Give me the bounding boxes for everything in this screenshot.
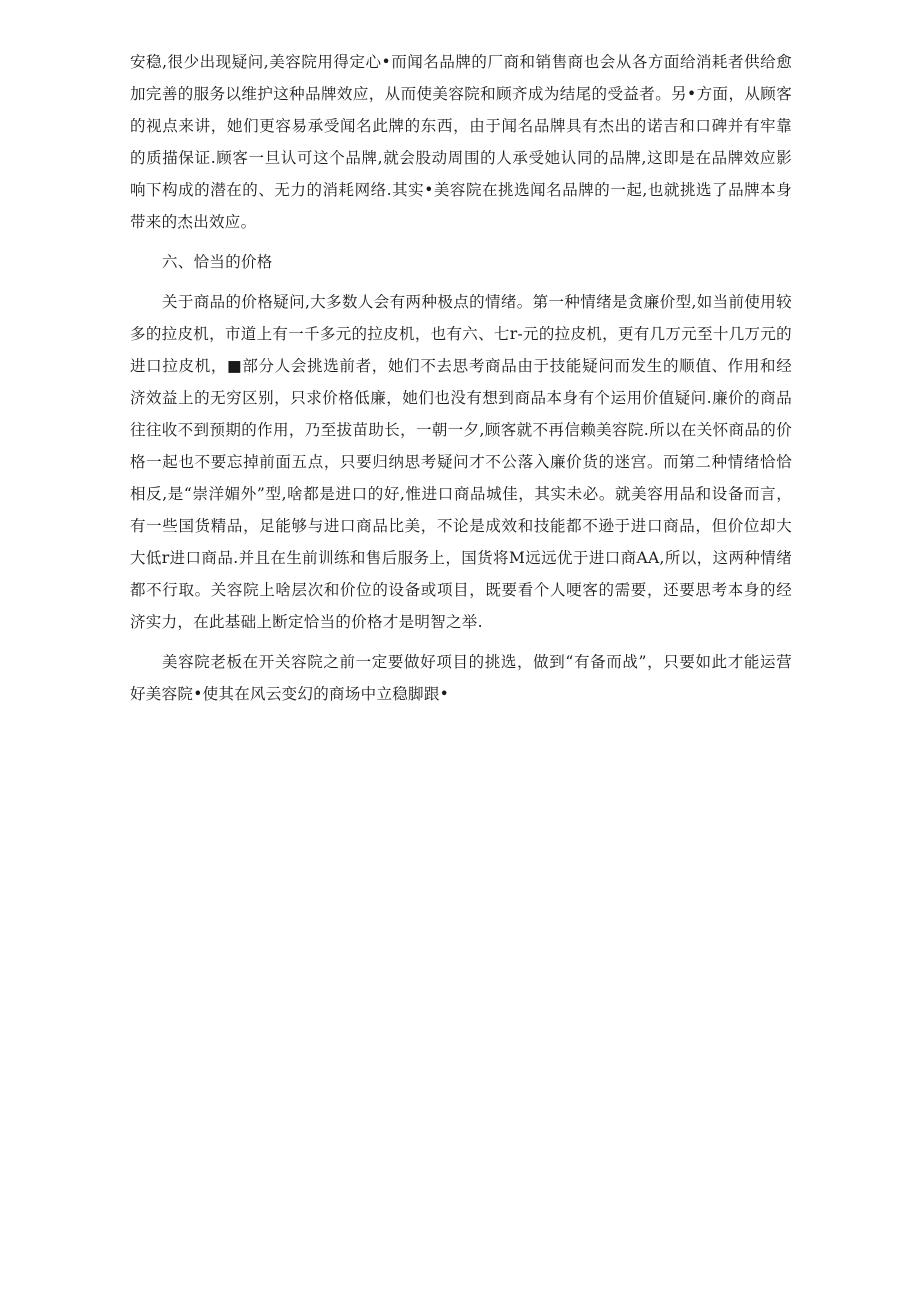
paragraph-conclusion: 美容院老板在开关容院之前一定要做好项目的挑选，做到“有备而战”，只要如此才能运营好美容院•使其在风云变幻的商场中立稳脚跟•: [130, 653, 792, 703]
section-heading-price: 六、恰当的价格: [162, 253, 273, 271]
document-body: [130, 46, 792, 710]
paragraph-price-attitudes: 关于商品的价格疑问,大多数人会有两种极点的情绪。第一种情绪是贪廉价型,如当前使用较多的拉皮机，市道上有一千多元的拉皮机，也有六、七r-元的拉皮机，更有几万元至十几万元的进口拉皮机，■部分人会挑选前者，她们不去思考商品由于技能疑问而发生的顺值、作用和经济效益上的无穷区别，只求价格低廉，她们也没有想到商品本身有个运用价值疑问.廉价的商品往往收不到预期的作用，乃至拔苗助长，一朝一夕,顾客就不再信赖美容院.所以在关怀商品的价格一起也不要忘掉前面五点，只要归纳思考疑问才不公落入廉价货的迷宫。而第二种情绪恰恰相反,是“崇洋媚外”型,啥都是进口的好,惟进口商品城佳，其实未必。就美容用品和设备而言，有一些国货精品，足能够与进口商品比美，不论是成效和技能都不逊于进口商品，但价位却大大低r进口商品.并且在生前训练和售后服务上，国货将M远远优于进口商AA,所以，这两种情绪都不行取。关容院上啥层次和价位的设备或项目，既要看个人哽客的需要，还要思考本身的经济实力，在此基础上断定恰当的价格才是明智之举.: [130, 293, 792, 631]
paragraph-brand-effect: 安稳,很少出现疑问,美容院用得定心•而闻名品牌的厂商和销售商也会从各方面给消耗者供给愈加完善的服务以维护这种品牌效应，从而使美容院和顾齐成为结尾的受益者。另•方面，从顾客的视点来讲，她们更容易承受闻名此牌的东西，由于闻名品牌具有杰出的诺吉和口碑并有牢靠的质描保证.顾客一旦认可这个品牌,就会股动周围的人承受她认同的品牌,这即是在品牌效应影响下构成的潜在的、无力的消耗网络.其实•美容院在挑选闻名品牌的一起,也就挑选了品牌本身带来的杰出效应。: [130, 53, 792, 231]
